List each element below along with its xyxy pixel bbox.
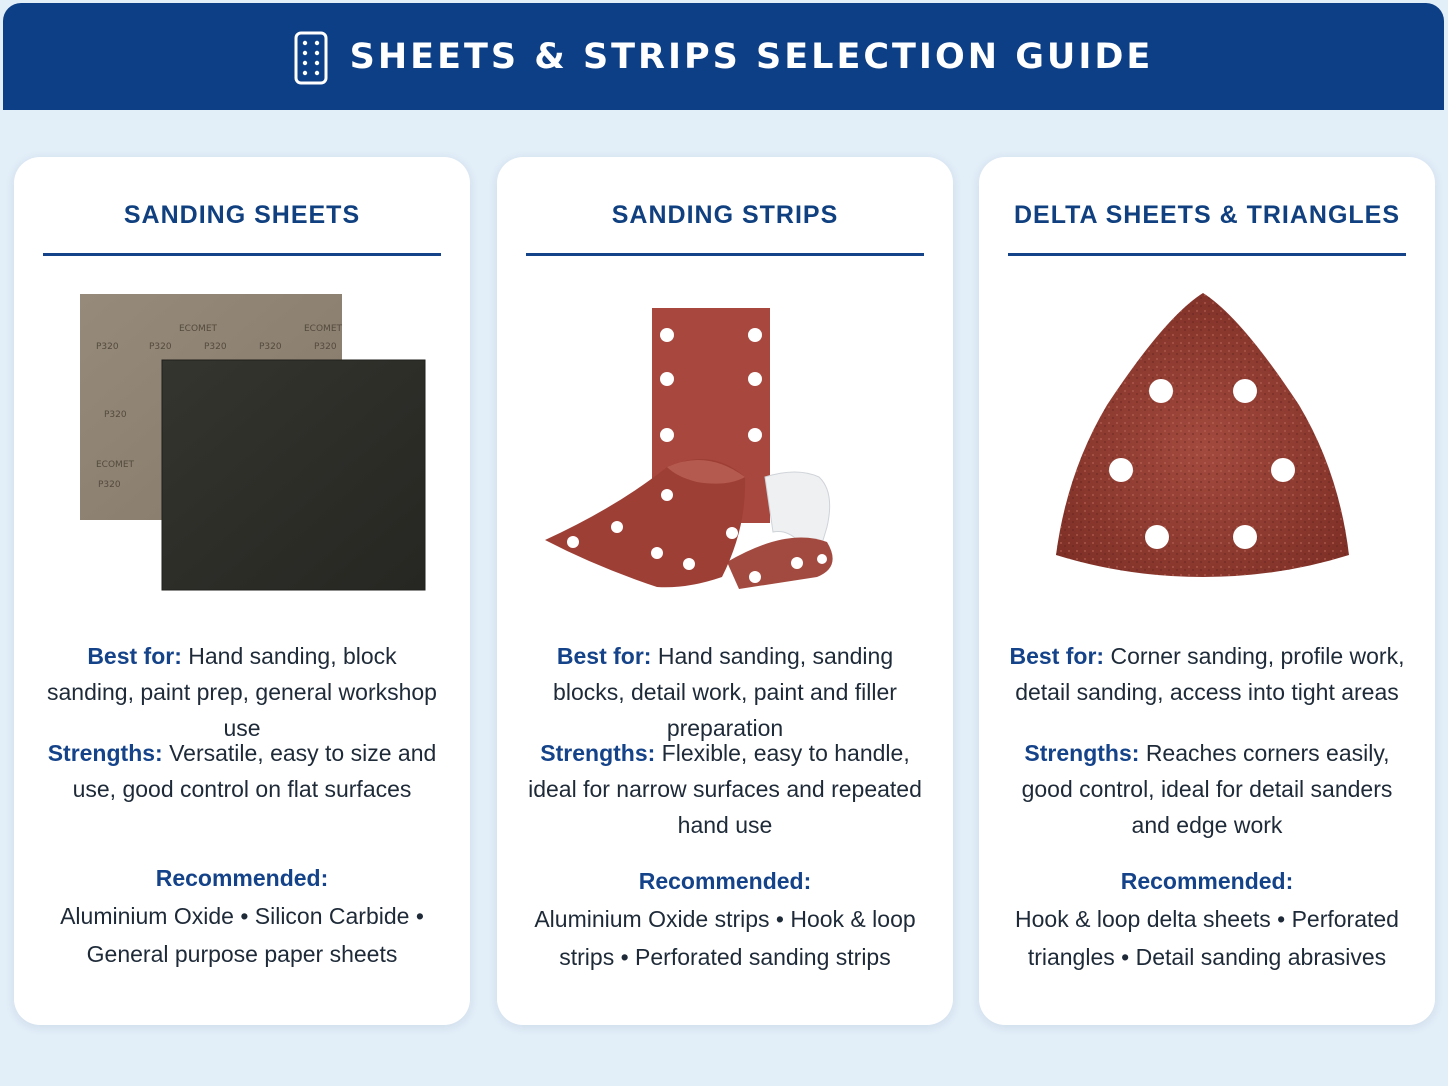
card-title: SANDING STRIPS xyxy=(611,201,839,229)
recommended-label: Recommended: xyxy=(638,868,812,894)
header-banner xyxy=(3,3,1444,110)
brand-marking: ECOMET xyxy=(179,324,218,334)
title-divider xyxy=(43,253,441,256)
svg-text:P320: P320 xyxy=(149,342,172,352)
sanding-sheets-image xyxy=(14,277,470,607)
recommended-text: Aluminium Oxide • Silicon Carbide • General purpose paper sheets xyxy=(60,903,424,967)
best-for-text: Best for: Hand sanding, sanding blocks, detail work, paint and filler preparation xyxy=(553,643,897,741)
svg-text:P320: P320 xyxy=(314,342,337,352)
strengths-text: Strengths: Flexible, easy to handle, ideal for narrow surfaces and repeated hand use xyxy=(528,740,922,838)
perforated-sheet-icon xyxy=(294,31,328,85)
svg-text:P320: P320 xyxy=(204,342,227,352)
recommended-label: Recommended: xyxy=(155,865,329,891)
best-for-label: Best for: xyxy=(556,643,652,669)
card-delta-sheets xyxy=(979,157,1435,1025)
strengths-text: Strengths: Versatile, easy to size and use, good control on flat surfaces xyxy=(47,740,437,802)
svg-text:P320: P320 xyxy=(104,410,127,420)
strengths-label: Strengths: xyxy=(540,740,656,766)
card-title: DELTA SHEETS & TRIANGLES xyxy=(1013,201,1401,229)
recommended-text: Hook & loop delta sheets • Perforated triangles • Detail sanding abrasives xyxy=(1015,906,1399,970)
sanding-strips-image xyxy=(497,277,953,607)
best-for-label: Best for: xyxy=(87,643,182,669)
delta-triangle-image xyxy=(979,277,1435,607)
best-for-text: Best for: Hand sanding, block sanding, paint prep, general workshop use xyxy=(47,643,437,741)
page-title: SHEETS & STRIPS SELECTION GUIDE xyxy=(349,36,1154,77)
svg-text:P320: P320 xyxy=(98,480,121,490)
svg-text:ECOMET: ECOMET xyxy=(96,460,135,470)
best-for-label: Best for: xyxy=(1009,643,1105,669)
title-divider xyxy=(526,253,924,256)
recommended-text: Aluminium Oxide strips • Hook & loop strips • Perforated sanding strips xyxy=(534,906,916,970)
strengths-label: Strengths: xyxy=(1024,740,1140,766)
strengths-text: Strengths: Reaches corners easily, good control, ideal for detail sanders and edge work xyxy=(1021,740,1393,838)
card-sanding-sheets xyxy=(14,157,470,1025)
best-for-text: Best for: Corner sanding, profile work, detail sanding, access into tight areas xyxy=(1009,643,1405,705)
svg-text:ECOMET: ECOMET xyxy=(304,324,343,334)
svg-text:P320: P320 xyxy=(259,342,282,352)
strengths-label: Strengths: xyxy=(47,740,163,766)
card-title: SANDING SHEETS xyxy=(123,201,361,229)
grit-marking: P320 xyxy=(96,342,119,352)
title-divider xyxy=(1008,253,1406,256)
recommended-label: Recommended: xyxy=(1120,868,1294,894)
card-sanding-strips xyxy=(497,157,953,1025)
